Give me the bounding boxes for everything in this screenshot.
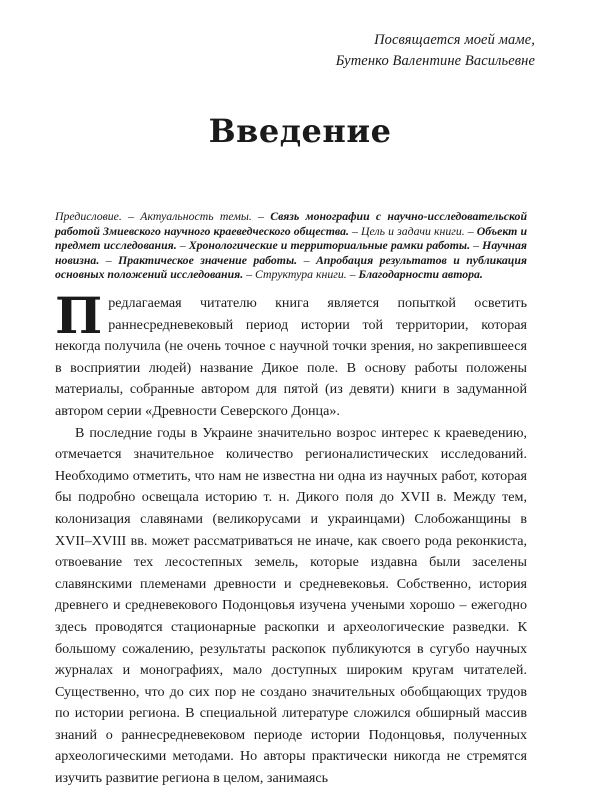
paragraph-1-text: редлагаемая читателю книга является попыткой осветить раннесредневековый период истории той территории, которая некогда получила (не очень точное с научной точки зрения, но закрепившееся в восприятии людей) название Дикое поле. В основу работы положены материалы, собранные автором для пятой (из девяти) книги в задуманной автором серии «Древности Северского Донца». [55, 295, 527, 419]
drop-cap: П [55, 286, 103, 345]
abstract-item: Цель и задачи книги. [361, 223, 465, 238]
abstract-item: Хронологические и территориальные рамки работы. [188, 238, 471, 253]
abstract-item: Научная новизна. [55, 238, 528, 267]
dedication [336, 30, 535, 72]
dedication-line-1: Посвящается моей маме, [374, 32, 535, 48]
body-text [55, 286, 527, 790]
abstract-item: Структура книги. [255, 267, 347, 282]
abstract-item: Актуальность темы. [140, 209, 252, 223]
abstract-item: Связь монографии с научно-исследовательской работой Змиевского научного краеведческого общества. [55, 209, 528, 238]
abstract-item: Предисловие. [55, 209, 122, 223]
abstract-item: Объект и предмет исследования. [55, 223, 528, 253]
paragraph-1 [55, 286, 527, 423]
abstract-item: Благодарности автора. [358, 267, 483, 282]
chapter-title: Введение [208, 112, 392, 150]
dedication-line-2: Бутенко Валентине Васильевне [335, 53, 535, 69]
abstract-item: Практическое значение работы. [118, 252, 298, 267]
abstract-item: Апробация результатов и публикация основных положений исследования. [55, 252, 527, 282]
chapter-abstract: Предисловие. – Актуальность темы. – Связь монографии с научно-исследовательской работой Змиевского научного краеведческого общества. – Цель и задачи книги. – Объект и предмет исследования. – Хронологические и территориальные рамки работы. – Научная новизна. – Практическое значение работы. – Апробация результатов и публикация основных положений исследования. – Структура книги. – Благодарности автора. [55, 209, 528, 282]
paragraph-2: В последние годы в Украине значительно возрос интерес к краеведению, отмечается значительное количество регионалистических исследований. Необходимо отметить, что нам не известна ни одна из научных работ, которая бы подробно освещала историю т. н. Дикого поля до XVII в. Между тем, колонизация славянами (великорусами и украинцами) Слобожанщины в XVII–XVIII вв. может рассматриваться не иначе, как своего рода реконкиста, отвоевание тех лесостепных земель, которые издавна были заселены славянскими племенами древности и средневековья. Собственно, история древнего и средневекового Подонцовья изучена учеными хорошо – ежегодно здесь проводятся стационарные раскопки и археологические разведки. К большому сожалению, результаты раскопок публикуются в сугубо научных журналах и монографиях, мало доступных широким кругам читателей. Существенно, что до сих пор не создано значительных обобщающих трудов по истории региона. В специальной литературе сложился обширный массив знаний о раннесредневековом периоде истории Подонцовья, полученных археологическими методами. Но авторы практически никогда не стремятся изучить развитие региона в целом, занимаясь [55, 424, 527, 787]
